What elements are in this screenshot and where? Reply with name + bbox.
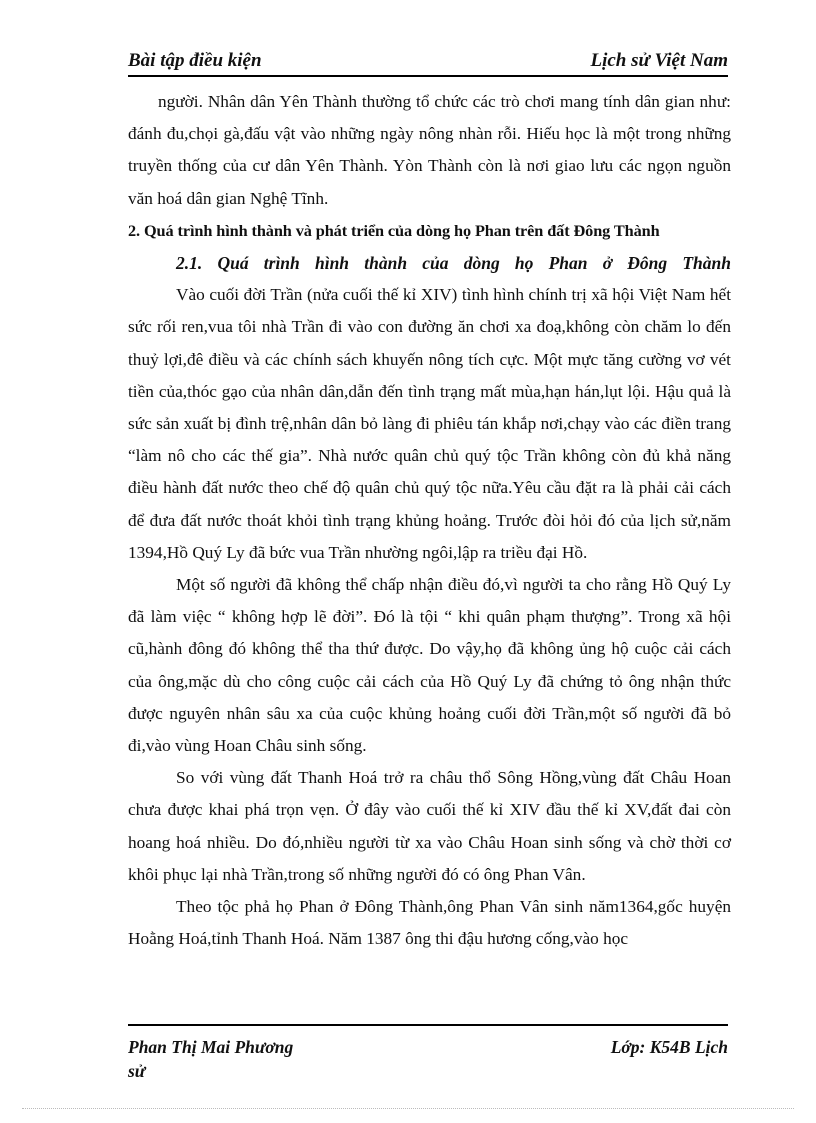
page-footer bbox=[128, 1024, 728, 1081]
paragraph-intro: người. Nhân dân Yên Thành thường tổ chức các trò chơi mang tính dân gian như: đánh đu,chọi gà,đấu vật vào những ngày nông nhàn rỗi. Hiếu học là một trong những truyền thống của cư dân Yên Thành. Yòn Thành còn là nơi giao lưu các ngọn nguồn văn hoá dân gian Nghệ Tĩnh. bbox=[128, 92, 731, 208]
paragraph-late-tran: Vào cuối đời Trần (nửa cuối thế kỉ XIV) tình hình chính trị xã hội Việt Nam hết sức rối ren,vua tôi nhà Trần đi vào con đường ăn chơi xa đoạ,không còn chăm lo đến thuỷ lợi,đê điều và các chính sách khuyến nông tích cực. Một mực tăng cường vơ vét tiền của,thóc gạo của nhân dân,dẫn đến tình trạng mất mùa,hạn hán,lụt lội. Hậu quả là sức sản xuất bị đình trệ,nhân dân bỏ làng đi phiêu tán khắp nơi,chạy vào các điền trang “làm nô cho các thế gia”. Nhà nước quân chủ quý tộc Trần không còn đủ khả năng điều hành đất nước theo chế độ quân chủ quý tộc nữa.Yêu cầu đặt ra là phải cải cách để đưa đất nước thoát khỏi tình trạng khủng hoảng. Trước đòi hỏi đó của lịch sử,năm 1394,Hồ Quý Ly đã bức vua Trần nhường ngôi,lập ra triều đại Hồ. bbox=[128, 285, 731, 562]
page-bottom-edge bbox=[22, 1108, 794, 1109]
header-left-title: Bài tập điều kiện bbox=[128, 50, 262, 71]
paragraph-opposition: Một số người đã không thể chấp nhận điều đó,vì người ta cho rằng Hồ Quý Ly đã làm việc “ không hợp lẽ đời”. Đó là tội “ khi quân phạm thượng”. Trong xã hội cũ,hành đông đó không thể tha thứ được. Do vậy,họ đã không ủng hộ cuộc cải cách của ông,mặc dù cho công cuộc cải cách của Hồ Quý Ly đã chứng tỏ ông nhận thức được nguyên nhân sâu xa của cuộc khủng hoảng cuối đời Trần,một số người đã bỏ đi,vào vùng Hoan Châu sinh sống. bbox=[128, 575, 731, 756]
subsection-heading: 2.1. Quá trình hình thành của dòng họ Phan ở Đông Thành bbox=[176, 253, 731, 274]
paragraph-phan-van: Theo tộc phả họ Phan ở Đông Thành,ông Phan Vân sinh năm1364,gốc huyện Hoằng Hoá,tỉnh Thanh Hoá. Năm 1387 ông thi đậu hương cống,vào học bbox=[128, 897, 731, 949]
page-header bbox=[128, 47, 728, 77]
footer-class: Lớp: K54B Lịch bbox=[610, 1037, 728, 1057]
header-right-title: Lịch sử Việt Nam bbox=[590, 50, 728, 71]
document-body bbox=[128, 86, 731, 955]
paragraph-chau-hoan: So với vùng đất Thanh Hoá trở ra châu thổ Sông Hồng,vùng đất Châu Hoan chưa được khai phá trọn vẹn. Ở đây vào cuối thế kỉ XIV đầu thế kỉ XV,đất đai còn hoang hoá nhiều. Do đó,nhiều người từ xa vào Châu Hoan sinh sống và chờ thời cơ khôi phục lại nhà Trần,trong số những người đó có ông Phan Vân. bbox=[128, 768, 731, 884]
section-heading: 2. Quá trình hình thành và phát triển của dòng họ Phan trên đất Đông Thành bbox=[128, 220, 660, 240]
footer-author: Phan Thị Mai Phương bbox=[128, 1037, 294, 1057]
footer-class-continuation: sử bbox=[128, 1061, 146, 1081]
